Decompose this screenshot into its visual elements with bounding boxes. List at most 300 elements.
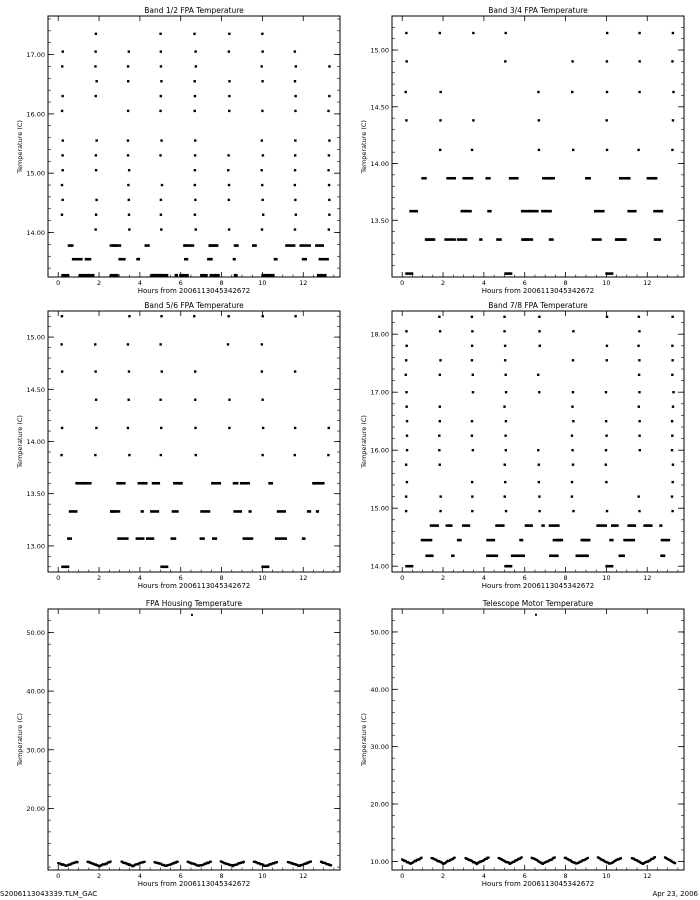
data-point [262,427,264,429]
data-point [260,169,262,171]
data-point [439,330,441,332]
data-point [406,435,408,437]
data-point [572,149,574,151]
data-point [262,154,264,156]
data-point [160,454,162,456]
data-point [471,149,473,151]
data-point [294,427,296,429]
data-run [592,238,602,241]
data-run [605,565,613,568]
data-run [451,554,454,557]
data-run [136,537,145,540]
x-tick-label: 2 [96,574,102,582]
data-point [328,95,330,97]
data-point [61,95,63,97]
y-tick-label: 30.00 [26,746,45,755]
data-point [571,449,573,451]
data-run [519,539,523,542]
data-run [430,524,439,527]
x-tick-label: 8 [563,279,568,287]
data-point [328,65,330,67]
footer-date: Apr 23, 2006 [652,890,698,898]
data-run [643,524,652,527]
x-tick-label: 6 [178,872,183,880]
data-run [61,274,69,277]
data-point [572,510,574,512]
data-point [571,481,573,483]
data-point [671,316,673,318]
x-tick-label: 8 [219,574,224,582]
data-point [605,391,607,393]
data-point [537,449,539,451]
data-point [538,464,540,466]
data-run [461,210,471,213]
data-point [453,857,455,859]
data-point [472,449,474,451]
x-tick-label: 12 [643,872,652,880]
data-point [537,91,539,93]
data-run [549,238,554,241]
y-tick-label: 17.00 [370,388,389,397]
data-run [486,539,495,542]
data-run [623,539,635,542]
data-point [405,32,407,34]
data-point [638,510,640,512]
data-run [152,482,160,485]
data-point [62,169,64,171]
data-run [302,258,307,261]
data-run [234,244,239,247]
data-point [194,139,196,141]
data-point [404,91,406,93]
data-point [571,60,573,62]
y-tick-label: 15.00 [370,46,389,55]
data-point [177,861,179,863]
data-point [128,214,130,216]
y-tick-label: 14.00 [26,438,45,446]
data-run [647,177,657,180]
data-point [472,391,474,393]
data-point [638,420,640,422]
data-point [504,464,506,466]
x-tick-label: 12 [299,872,308,880]
data-run [233,258,236,261]
plot-frame [392,16,684,277]
y-tick-label: 14.50 [370,103,389,112]
x-tick-label: 4 [481,872,486,880]
data-point [406,481,408,483]
x-tick-label: 2 [96,279,102,287]
data-run [79,274,87,277]
data-point [160,427,162,429]
x-tick-label: 10 [602,872,611,880]
x-tick-label: 6 [522,279,527,287]
data-point [538,510,540,512]
data-point [228,427,230,429]
data-point [228,80,230,82]
data-point [294,95,296,97]
data-run [627,210,636,213]
y-tick-label: 15.00 [26,169,45,178]
data-point [638,435,640,437]
data-point [128,199,130,201]
data-run [118,258,125,261]
data-point [438,435,440,437]
chart-title: FPA Housing Temperature [145,599,243,608]
data-run [594,210,605,213]
data-point [160,228,162,230]
data-point [505,510,507,512]
data-point [405,119,407,121]
data-point [62,50,64,52]
data-series [404,32,674,275]
data-point [95,80,97,82]
data-point [95,427,97,429]
data-point [310,860,312,862]
data-run [173,482,182,485]
data-point [228,199,230,201]
x-tick-label: 10 [602,574,611,582]
data-point [471,481,473,483]
data-run [462,177,473,180]
y-tick-label: 50.00 [26,628,45,637]
x-tick-label: 12 [643,279,652,287]
data-point [228,399,230,401]
data-run [611,524,619,527]
data-point [261,399,263,401]
data-point [328,199,330,201]
data-point [672,464,674,466]
data-point [638,60,640,62]
data-point [672,91,674,93]
data-point [405,345,407,347]
data-point [328,184,330,186]
data-point [159,343,161,345]
data-point [61,110,63,112]
data-run [457,539,462,542]
data-point [159,110,161,112]
data-point [261,184,263,186]
data-run [69,510,78,513]
data-run [509,177,519,180]
data-point [439,374,441,376]
data-point [572,391,574,393]
data-run [110,510,120,513]
data-point [554,856,556,858]
x-tick-label: 8 [219,872,224,880]
data-point [160,80,162,82]
data-run [555,539,563,542]
data-point [94,50,96,52]
x-tick-label: 6 [178,279,183,287]
data-point [327,169,329,171]
data-run [409,210,418,213]
data-run [261,274,269,277]
data-point [328,139,330,141]
data-point [605,119,607,121]
data-point [295,65,297,67]
data-run [160,274,168,277]
data-run [525,524,533,527]
data-point [638,32,640,34]
data-run [110,274,119,277]
data-point [128,50,130,52]
data-point [227,343,229,345]
data-point [572,420,574,422]
data-point [228,110,230,112]
data-point [276,861,278,863]
x-tick-label: 6 [522,872,527,880]
x-tick-label: 0 [400,574,405,582]
data-point [261,65,263,67]
data-point [127,110,129,112]
data-point [571,406,573,408]
data-point [194,370,196,372]
data-point [405,495,407,497]
y-axis-label: Temperature (C) [360,120,368,173]
data-point [95,214,97,216]
data-point [328,427,330,429]
data-point [127,80,129,82]
data-point [62,139,64,141]
data-run [425,554,433,557]
data-point [504,345,506,347]
data-run [207,258,212,261]
data-point [261,33,263,35]
data-point [227,315,229,317]
outlier-point [535,614,537,616]
data-point [127,154,129,156]
data-run [446,524,453,527]
x-tick-label: 12 [299,279,308,287]
data-run [277,510,286,513]
data-point [672,406,674,408]
y-axis-label: Temperature (C) [16,120,24,173]
data-point [159,33,161,35]
x-tick-label: 0 [56,872,61,880]
data-point [606,316,608,318]
data-run [249,510,252,513]
data-point [472,119,474,121]
data-point [620,857,622,859]
y-tick-label: 13.50 [26,490,45,499]
data-point [438,449,440,451]
data-run [146,537,154,540]
data-point [654,856,656,858]
x-tick-label: 0 [56,574,61,582]
data-run [521,210,531,213]
data-run [583,539,591,542]
data-point [406,449,408,451]
data-point [605,420,607,422]
data-point [405,330,407,332]
data-run [68,244,74,247]
data-point [95,95,97,97]
data-point [538,330,540,332]
data-point [327,454,329,456]
data-point [330,864,332,866]
y-tick-label: 50.00 [370,628,389,637]
data-run [75,482,86,485]
data-point [471,316,473,318]
data-point [405,391,407,393]
data-point [538,391,540,393]
x-tick-label: 2 [96,872,102,880]
data-point [160,315,162,317]
data-point [127,343,129,345]
data-run [548,177,555,180]
data-point [194,80,196,82]
data-run [486,177,491,180]
data-point [95,399,97,401]
data-point [261,50,263,52]
data-point [671,149,673,151]
data-run [183,244,194,247]
data-point [671,510,673,512]
data-point [228,228,230,230]
data-run [145,244,150,247]
data-point [505,32,507,34]
data-point [503,316,505,318]
data-point [295,214,297,216]
data-run [405,272,413,275]
data-point [127,427,129,429]
data-run [444,238,456,241]
data-run [61,565,69,568]
data-point [672,391,674,393]
data-point [193,33,195,35]
y-tick-label: 30.00 [370,743,389,752]
x-tick-label: 6 [178,574,183,582]
data-point [128,370,130,372]
data-point [94,370,96,372]
data-run [487,210,491,213]
y-axis-label: Temperature (C) [360,713,368,766]
data-point [194,154,196,156]
data-point [671,345,673,347]
data-point [405,374,407,376]
data-run [211,482,221,485]
y-tick-label: 14.00 [370,160,389,169]
data-run [200,537,205,540]
data-point [76,861,78,863]
data-point [638,391,640,393]
data-run [72,258,83,261]
data-point [160,214,162,216]
data-point [95,139,97,141]
data-point [160,139,162,141]
data-series [405,316,675,568]
data-point [471,510,473,512]
data-run [596,524,607,527]
x-axis-label: Hours from 2006113045342672 [137,880,251,888]
data-point [243,861,245,863]
data-point [439,32,441,34]
x-tick-label: 0 [56,279,61,287]
data-run [653,210,663,213]
data-run [605,272,613,275]
data-point [194,95,196,97]
data-run [184,258,188,261]
data-point [539,345,541,347]
data-run [85,258,91,261]
data-point [194,50,196,52]
data-series [57,614,332,868]
data-point [638,374,640,376]
data-point [127,65,129,67]
x-tick-label: 8 [563,574,568,582]
data-point [194,184,196,186]
data-run [138,482,148,485]
data-point [504,60,506,62]
data-point [504,435,506,437]
data-point [227,154,229,156]
data-run [299,244,310,247]
data-point [294,199,296,201]
chart-title: Band 7/8 FPA Temperature [488,301,588,310]
x-axis-label: Hours from 2006113045342672 [137,287,251,295]
data-point [127,184,129,186]
data-series [60,315,330,568]
data-point [503,406,505,408]
data-point [261,370,263,372]
data-run [627,524,636,527]
y-tick-label: 13.50 [370,216,389,225]
data-point [671,435,673,437]
data-point [294,169,296,171]
data-point [405,60,407,62]
data-run [511,554,519,557]
data-point [61,184,63,186]
data-point [294,80,296,82]
data-point [606,345,608,347]
x-tick-label: 0 [400,872,405,880]
data-point [61,65,63,67]
y-tick-label: 14.50 [26,385,45,394]
data-point [61,214,63,216]
plot-frame [392,311,684,572]
data-point [538,495,540,497]
data-point [505,374,507,376]
data-point [439,406,441,408]
data-point [294,454,296,456]
data-run [307,510,311,513]
data-run [609,539,613,542]
data-point [439,91,441,93]
data-point [194,199,196,201]
data-point [95,154,97,156]
data-point [672,481,674,483]
data-run [275,537,287,540]
data-run [319,258,329,261]
data-point [61,315,63,317]
x-tick-label: 6 [522,574,527,582]
y-axis-label: Temperature (C) [16,415,24,468]
data-point [127,399,129,401]
chart-panel-1 [16,6,340,295]
data-run [233,510,242,513]
y-tick-label: 13.00 [26,542,45,551]
data-point [228,33,230,35]
x-tick-label: 10 [258,574,267,582]
data-point [472,32,474,34]
data-point [572,330,574,332]
y-tick-label: 15.00 [26,333,45,342]
data-point [194,214,196,216]
data-point [128,169,130,171]
data-run [495,524,504,527]
data-run [541,210,552,213]
